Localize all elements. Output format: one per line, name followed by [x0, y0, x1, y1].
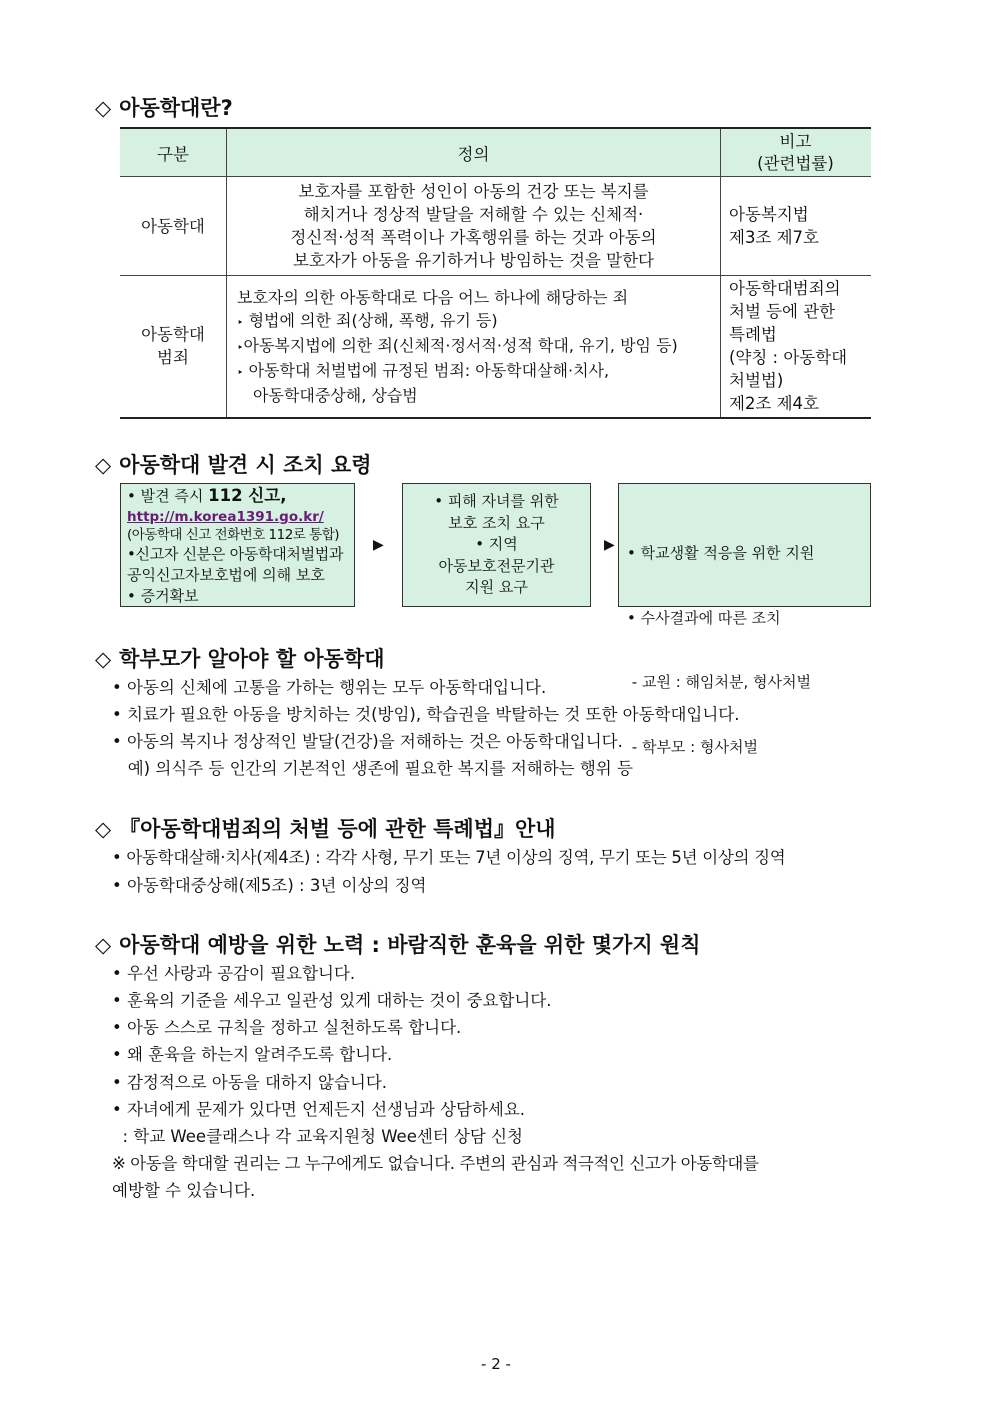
arrow-right-icon: ▶: [373, 537, 384, 553]
list-item: • 아동학대살해·치사(제4조) : 각각 사형, 무기 또는 7년 이상의 징역, 무기 또는 5년 이상의 징역: [112, 848, 786, 867]
arrow-right-icon: ▶: [604, 537, 615, 553]
definition-table: [120, 127, 871, 419]
table-row: [120, 177, 871, 276]
row1-category: 아동학대: [120, 177, 227, 276]
list-item: • 왜 훈육을 하는지 알려주도록 합니다.: [112, 1045, 393, 1064]
list-item: • 우선 사랑과 공감이 필요합니다.: [112, 964, 356, 983]
diamond-icon: ◇: [95, 933, 112, 957]
row1-law: 아동복지법 제3조 제7호: [721, 177, 872, 276]
diamond-icon: ◇: [95, 96, 112, 120]
diamond-icon: ◇: [95, 453, 112, 477]
bullet-icon: ‣: [237, 315, 244, 329]
diamond-icon: ◇: [95, 647, 112, 671]
note-text: 예방할 수 있습니다.: [112, 1181, 256, 1200]
note-text: ※ 아동을 학대할 권리는 그 누구에게도 없습니다. 주변의 관심과 적극적인 신고가 아동학대를: [112, 1154, 759, 1173]
list-item: • 자녀에게 문제가 있다면 언제든지 선생님과 상담하세요.: [112, 1100, 526, 1119]
row2-law: 아동학대범죄의 처벌 등에 관한 특례법 (약칭 : 아동학대 처벌법) 제2조 제4호: [721, 276, 872, 418]
section-title-parents: ◇ 학부모가 알아야 할 아동학대: [95, 647, 385, 671]
page-number: - 2 -: [481, 1355, 511, 1373]
row1-definition: 보호자를 포함한 성인이 아동의 건강 또는 복지를 해치거나 정상적 발달을 저해할 수 있는 신체적· 정신적·성적 폭력이나 가혹행위를 하는 것과 아동의 보호자가 아동을 유기하거나 방임하는 것을 말한다: [227, 177, 721, 276]
list-item: • 아동 스스로 규칙을 정하고 실천하도록 합니다.: [112, 1018, 462, 1037]
list-item: ‣아동복지법에 의한 죄(신체적·정서적·성적 학대, 유기, 방임 등): [237, 335, 678, 355]
section-title-special-act: ◇ 『아동학대범죄의 처벌 등에 관한 특례법』안내: [95, 817, 556, 841]
list-item: • 아동의 신체에 고통을 가하는 행위는 모두 아동학대입니다.: [112, 678, 547, 697]
bullet-icon: ‣: [237, 365, 244, 379]
header-definition: 정의: [227, 128, 721, 177]
list-item: ‣ 아동학대 처벌법에 규정된 범죄: 아동학대살해·치사,: [237, 360, 610, 380]
flow-box-measures: • 학교생활 적응을 위한 지원 • 수사결과에 따른 조치 - 교원 : 해임처분, 형사처벌 - 학부모 : 형사처벌: [618, 483, 871, 607]
flow-box-protection: • 피해 자녀를 위한 보호 조치 요구 • 지역 아동보호전문기관 지원 요구: [402, 483, 591, 607]
list-item: • 아동학대중상해(제5조) : 3년 이상의 징역: [112, 876, 427, 895]
section-title-prevention: ◇ 아동학대 예방을 위한 노력 : 바람직한 훈육을 위한 몇가지 원칙: [95, 933, 701, 957]
list-item: 예) 의식주 등 인간의 기본적인 생존에 필요한 복지를 저해하는 행위 등: [112, 759, 633, 778]
row2-definition: 보호자의 의한 아동학대로 다음 어느 하나에 해당하는 죄 ‣ 형법에 의한 죄(상해, 폭행, 유기 등) ‣아동복지법에 의한 죄(신체적·정서적·성적 학대, 유기, 방임 등) ‣ 아동학대 처벌법에 규정된 범죄: 아동학대살해·치사, 아동학대중상해, 상습범: [227, 276, 721, 418]
list-item: • 훈육의 기준을 세우고 일관성 있게 대하는 것이 중요합니다.: [112, 991, 552, 1010]
list-item: • 감정적으로 아동을 대하지 않습니다.: [112, 1073, 388, 1092]
flow-box-report: • 발견 즉시 112 신고, http://m.korea1391.go.kr/ (아동학대 신고 전화번호 112로 통합) •신고자 신분은 아동학대처벌법과 공익신고자보호법에 의해 보호 • 증거확보: [120, 483, 355, 607]
list-item: : 학교 Wee클래스나 각 교육지원청 Wee센터 상담 신청: [112, 1127, 523, 1146]
list-item: • 아동의 복지나 정상적인 발달(건강)을 저해하는 것은 아동학대입니다.: [112, 732, 623, 751]
table-header-row: [120, 128, 871, 177]
report-site-link[interactable]: http://m.korea1391.go.kr/: [127, 509, 324, 525]
section-title-definition: ◇ 아동학대란?: [95, 96, 233, 120]
list-item: • 치료가 필요한 아동을 방치하는 것(방임), 학습권을 박탈하는 것 또한 아동학대입니다.: [112, 705, 740, 724]
list-item: ‣ 형법에 의한 죄(상해, 폭행, 유기 등): [237, 310, 498, 330]
diamond-icon: ◇: [95, 817, 112, 841]
header-remarks: 비고 (관련법률): [721, 128, 872, 177]
section-title-response: ◇ 아동학대 발견 시 조치 요령: [95, 453, 372, 477]
header-category: 구분: [120, 128, 227, 177]
row2-category: 아동학대 범죄: [120, 276, 227, 418]
bullet-icon: ‣: [237, 340, 244, 354]
table-row: [120, 276, 871, 418]
